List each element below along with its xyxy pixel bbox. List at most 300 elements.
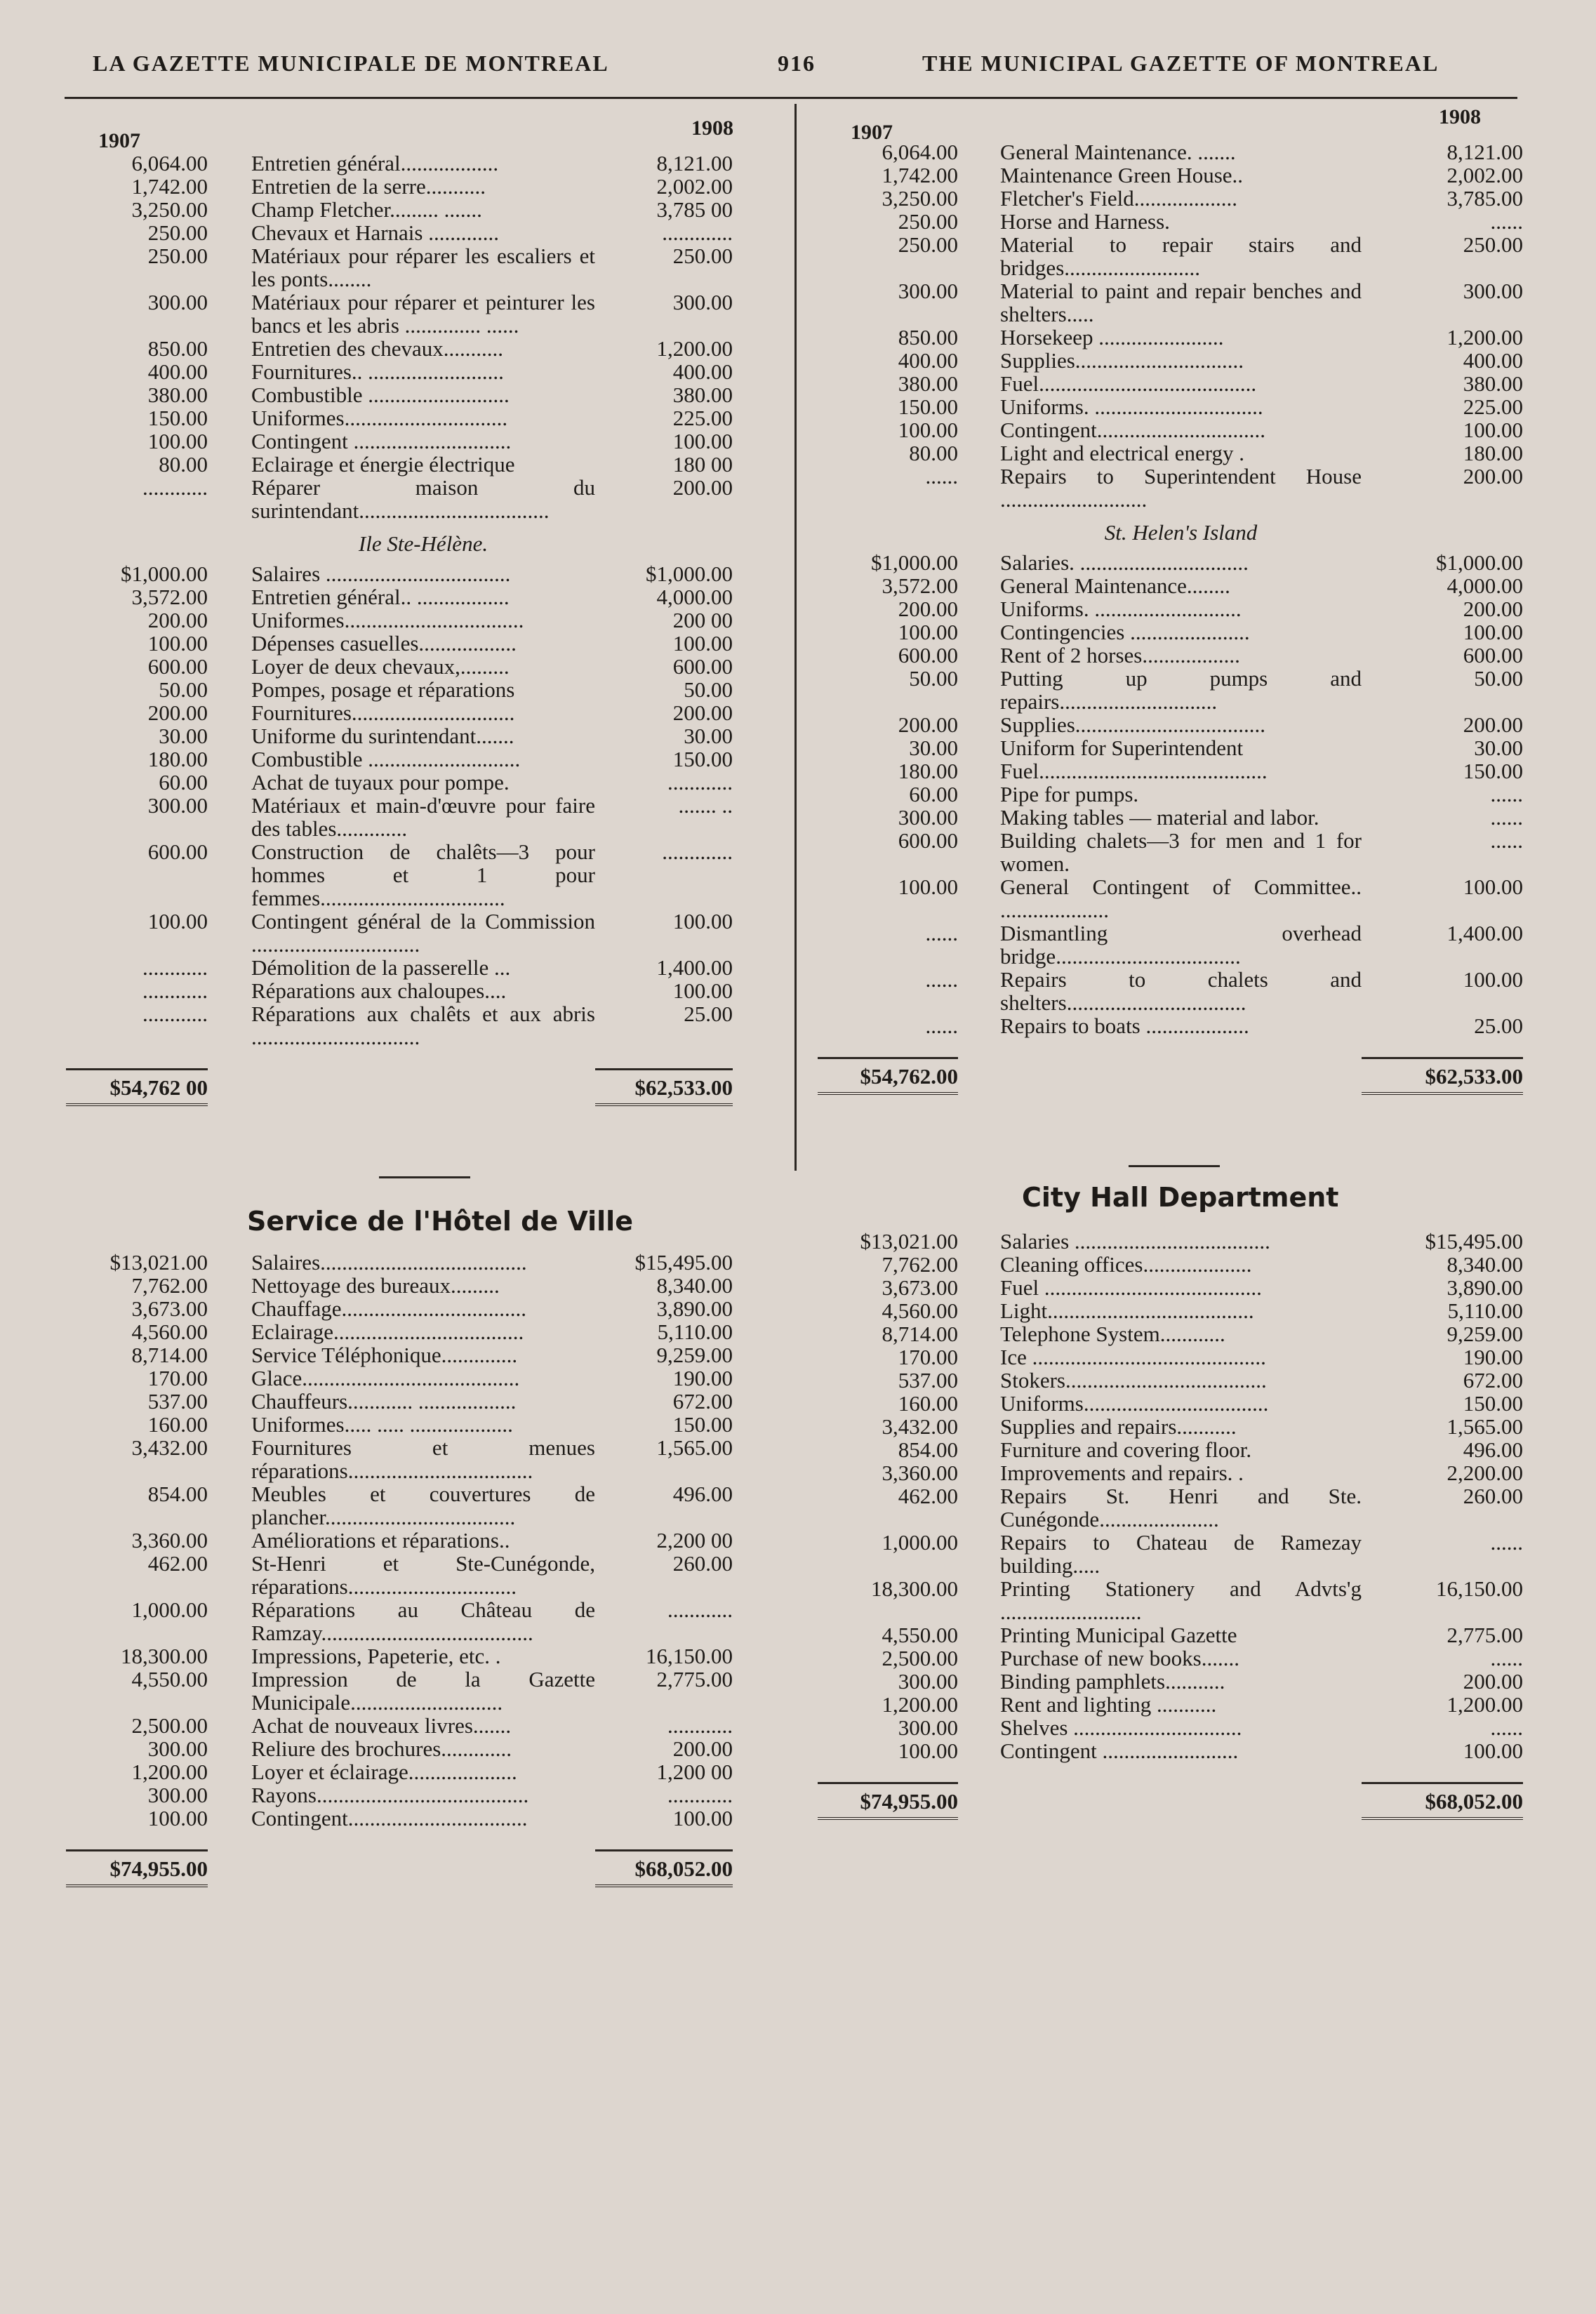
item-description: Maintenance Green House..	[1000, 163, 1244, 187]
amount-1907: 1,742.00	[131, 174, 208, 199]
cityhall-french-row	[66, 1367, 775, 1390]
item-description: Supplies...............................	[1000, 348, 1244, 373]
cityhall-english-row	[818, 1392, 1527, 1415]
english-island-row	[818, 875, 1527, 922]
item-description: Material to repair stairs and bridges.........................	[1000, 232, 1362, 280]
cityhall-english-row	[818, 1230, 1527, 1253]
cityhall-french-totals	[66, 1849, 775, 1887]
amount-1908: 150.00	[672, 1412, 733, 1437]
item-description: Cleaning offices....................	[1000, 1252, 1252, 1277]
amount-1908: $1,000.00	[1436, 550, 1523, 575]
item-description: Matériaux pour réparer et peinturer les bancs et les abris .............. ......	[251, 290, 595, 338]
amount-1908: 1,200.00	[1447, 325, 1523, 350]
french-parks-row	[66, 221, 775, 244]
french-parks-row	[66, 291, 775, 337]
item-description: Uniform for Superintendent	[1000, 736, 1244, 760]
amount-1908: 25.00	[684, 1002, 733, 1026]
amount-1908: 496.00	[1463, 1437, 1523, 1462]
french-parks-row	[66, 175, 775, 198]
amount-1907: 150.00	[147, 406, 208, 430]
amount-1907: 100.00	[898, 1738, 958, 1763]
item-description: Reliure des brochures.............	[251, 1736, 512, 1761]
amount-1908: ............	[667, 1713, 733, 1738]
item-description: Repairs to chalets and shelters.................................	[1000, 967, 1362, 1015]
french-island-row	[66, 655, 775, 678]
amount-1907: 50.00	[909, 666, 958, 691]
english-island-row	[818, 713, 1527, 736]
amount-1907: 60.00	[159, 770, 208, 794]
amount-1907: 462.00	[898, 1484, 958, 1508]
cityhall-english-row	[818, 1647, 1527, 1670]
amount-1908: 600.00	[1463, 643, 1523, 667]
cityhall-english-row	[818, 1623, 1527, 1647]
cityhall-french-row	[66, 1390, 775, 1413]
cityhall-english-column	[818, 1230, 1527, 1820]
item-description: Fletcher's Field...................	[1000, 186, 1237, 211]
cityhall-english-row	[818, 1670, 1527, 1693]
item-description: Combustible ..........................	[251, 383, 510, 407]
item-description: General Maintenance. .......	[1000, 140, 1236, 164]
amount-1908: 225.00	[1463, 394, 1523, 419]
amount-1908: 190.00	[1463, 1345, 1523, 1369]
amount-1908: 3,785.00	[1447, 186, 1523, 211]
amount-1907: 250.00	[147, 220, 208, 245]
french-island-row	[66, 910, 775, 956]
amount-1908: 400.00	[1463, 348, 1523, 373]
amount-1908: 150.00	[672, 747, 733, 771]
amount-1908: 100.00	[1463, 875, 1523, 899]
english-island-row	[818, 574, 1527, 597]
cityhall-english-row	[818, 1693, 1527, 1716]
total-1908: $62,533.00	[595, 1068, 733, 1106]
item-description: Achat de tuyaux pour pompe.	[251, 770, 510, 794]
cityhall-french-row	[66, 1320, 775, 1343]
item-description: Améliorations et réparations..	[251, 1528, 510, 1552]
cityhall-english-rows	[818, 1230, 1527, 1762]
item-description: Fuel........................................	[1000, 371, 1257, 396]
item-description: Eclairage...................................	[251, 1319, 524, 1344]
amount-1907: 30.00	[909, 736, 958, 760]
cityhall-english-row	[818, 1461, 1527, 1484]
english-island-row	[818, 667, 1527, 713]
amount-1907: ............	[142, 1002, 208, 1026]
amount-1907: ......	[925, 1013, 958, 1038]
amount-1908: $15,495.00	[1425, 1229, 1523, 1254]
amount-1907: 100.00	[147, 1806, 208, 1830]
english-parks-row	[818, 349, 1527, 372]
english-parks-row	[818, 465, 1527, 511]
amount-1907: 6,064.00	[131, 151, 208, 175]
amount-1907: 200.00	[898, 597, 958, 621]
item-description: Repairs St. Henri and Ste. Cunégonde......................	[1000, 1484, 1362, 1531]
english-island-row	[818, 551, 1527, 574]
amount-1907: 854.00	[898, 1437, 958, 1462]
cityhall-english-row	[818, 1531, 1527, 1577]
amount-1907: 8,714.00	[882, 1322, 958, 1346]
amount-1907: 850.00	[898, 325, 958, 350]
amount-1908: 4,000.00	[656, 585, 733, 609]
item-description: Impressions, Papeterie, etc. .	[251, 1644, 501, 1668]
item-description: Uniforme du surintendant.......	[251, 724, 514, 748]
amount-1908: ......	[1490, 782, 1523, 806]
amount-1907: 100.00	[147, 631, 208, 656]
cityhall-english-row	[818, 1577, 1527, 1623]
item-description: Eclairage et énergie électrique	[251, 452, 515, 477]
amount-1908: ......	[1490, 805, 1523, 830]
amount-1908: ......	[1490, 209, 1523, 234]
amount-1908: ......	[1490, 828, 1523, 853]
amount-1907: ............	[142, 475, 208, 500]
amount-1907: 8,714.00	[131, 1343, 208, 1367]
french-island-row	[66, 562, 775, 585]
amount-1908: 672.00	[672, 1389, 733, 1414]
cityhall-french-row	[66, 1297, 775, 1320]
french-island-row	[66, 701, 775, 724]
amount-1908: 2,200.00	[1447, 1461, 1523, 1485]
item-description: Salaires ..................................	[251, 561, 511, 586]
year-1908-heading-left: 1908	[691, 117, 733, 140]
cityhall-title-french: Service de l'Hôtel de Ville	[247, 1206, 633, 1237]
amount-1908: 200.00	[672, 700, 733, 725]
amount-1908: 380.00	[1463, 371, 1523, 396]
amount-1908: 496.00	[672, 1482, 733, 1506]
amount-1907: 300.00	[147, 793, 208, 818]
amount-1907: 3,360.00	[882, 1461, 958, 1485]
amount-1908: 150.00	[1463, 1391, 1523, 1416]
amount-1908: 1,565.00	[1447, 1414, 1523, 1439]
item-description: Impression de la Gazette Municipale............................	[251, 1667, 595, 1715]
amount-1908: 50.00	[684, 677, 733, 702]
amount-1908: 3,890.00	[1447, 1275, 1523, 1300]
amount-1907: 250.00	[898, 232, 958, 257]
amount-1908: 1,200.00	[656, 336, 733, 361]
item-description: Supplies and repairs...........	[1000, 1414, 1237, 1439]
amount-1908: 200.00	[1463, 1669, 1523, 1694]
english-island-row	[818, 783, 1527, 806]
french-parks-row	[66, 476, 775, 522]
amount-1908: 260.00	[672, 1551, 733, 1576]
item-description: Contingent général de la Commission ...............................	[251, 909, 595, 957]
amount-1908: 200.00	[672, 1736, 733, 1761]
amount-1907: 3,432.00	[882, 1414, 958, 1439]
item-description: Chauffeurs............ ..................	[251, 1389, 517, 1414]
item-description: Purchase of new books.......	[1000, 1646, 1239, 1670]
english-parks-row	[818, 164, 1527, 187]
amount-1907: 250.00	[147, 244, 208, 268]
item-description: Making tables — material and labor.	[1000, 805, 1319, 830]
item-description: Fournitures et menues réparations..................................	[251, 1435, 595, 1483]
amount-1908: 300.00	[1463, 279, 1523, 303]
section-separator-left	[379, 1176, 470, 1178]
amount-1907: 3,673.00	[131, 1296, 208, 1321]
cityhall-french-row	[66, 1760, 775, 1783]
amount-1907: 200.00	[147, 608, 208, 632]
item-description: Binding pamphlets...........	[1000, 1669, 1225, 1694]
item-description: Entretien de la serre...........	[251, 174, 486, 199]
cityhall-english-totals	[818, 1782, 1527, 1820]
cityhall-english-row	[818, 1322, 1527, 1345]
english-island-row	[818, 644, 1527, 667]
amount-1908: 100.00	[672, 631, 733, 656]
french-island-row	[66, 678, 775, 701]
amount-1908: 1,200.00	[1447, 1692, 1523, 1717]
english-island-row	[818, 759, 1527, 783]
item-description: General Maintenance........	[1000, 573, 1230, 598]
amount-1908: 3,890.00	[656, 1296, 733, 1321]
french-island-row	[66, 1002, 775, 1049]
item-description: Réparer maison du surintendant...................................	[251, 475, 595, 523]
cityhall-english-row	[818, 1276, 1527, 1299]
item-description: Stokers.....................................	[1000, 1368, 1267, 1392]
amount-1907: 4,560.00	[131, 1319, 208, 1344]
item-description: Fournitures..............................	[251, 700, 515, 725]
amount-1908: 260.00	[1463, 1484, 1523, 1508]
amount-1908: 30.00	[684, 724, 733, 748]
item-description: Uniformes..... ..... ...................	[251, 1412, 513, 1437]
item-description: Contingent...............................	[1000, 418, 1266, 442]
amount-1908: 600.00	[672, 654, 733, 679]
item-description: Improvements and repairs. .	[1000, 1461, 1244, 1485]
cityhall-french-row	[66, 1529, 775, 1552]
item-description: Printing Stationery and Advts'g ..........................	[1000, 1576, 1362, 1624]
french-island-row	[66, 747, 775, 771]
cityhall-french-row	[66, 1737, 775, 1760]
cityhall-english-row	[818, 1438, 1527, 1461]
amount-1907: 3,250.00	[882, 186, 958, 211]
item-description: Réparations aux chalêts et aux abris ...............................	[251, 1002, 595, 1049]
amount-1908: 2,775.00	[1447, 1623, 1523, 1647]
year-1908-heading-right: 1908	[1439, 105, 1481, 128]
amount-1907: 4,550.00	[131, 1667, 208, 1691]
item-description: Repairs to Chateau de Ramezay building.....	[1000, 1530, 1362, 1578]
item-description: Pompes, posage et réparations	[251, 677, 515, 702]
item-description: Putting up pumps and repairs.............................	[1000, 666, 1362, 714]
item-description: Réparations aux chaloupes....	[251, 978, 507, 1003]
column-divider	[794, 104, 797, 1171]
item-description: Shelves ...............................	[1000, 1715, 1242, 1740]
item-description: Dépenses casuelles..................	[251, 631, 517, 656]
item-description: Salaires......................................	[251, 1250, 527, 1275]
english-parks-row	[818, 372, 1527, 395]
item-description: Light......................................	[1000, 1298, 1254, 1323]
english-parks-row	[818, 395, 1527, 418]
amount-1907: ............	[142, 955, 208, 980]
item-description: Rayons.......................................	[251, 1783, 529, 1807]
item-description: Glace........................................	[251, 1366, 520, 1390]
item-description: Uniforms..................................	[1000, 1391, 1269, 1416]
item-description: Achat de nouveaux livres.......	[251, 1713, 512, 1738]
english-island-row	[818, 736, 1527, 759]
cityhall-english-row	[818, 1484, 1527, 1531]
amount-1908: 300.00	[672, 290, 733, 314]
french-island-row	[66, 609, 775, 632]
amount-1908: 225.00	[672, 406, 733, 430]
french-parks-column	[66, 152, 775, 1106]
english-parks-rows	[818, 140, 1527, 511]
amount-1908: 150.00	[1463, 759, 1523, 783]
amount-1907: 100.00	[898, 620, 958, 644]
cityhall-french-row	[66, 1343, 775, 1367]
french-island-row	[66, 840, 775, 910]
french-parks-row	[66, 406, 775, 430]
item-description: Construction de chalêts—3 pour hommes et 1 pour femmes..................................	[251, 839, 595, 910]
amount-1907: 300.00	[898, 805, 958, 830]
amount-1907: 300.00	[898, 1669, 958, 1694]
amount-1908: 1,200 00	[656, 1760, 733, 1784]
amount-1908: 9,259.00	[1447, 1322, 1523, 1346]
section-separator-right	[1129, 1165, 1220, 1167]
amount-1907: 4,550.00	[882, 1623, 958, 1647]
amount-1908: 8,121.00	[1447, 140, 1523, 164]
amount-1907: 1,000.00	[882, 1530, 958, 1555]
amount-1908: 100.00	[1463, 418, 1523, 442]
item-description: Printing Municipal Gazette	[1000, 1623, 1237, 1647]
total-1907: $54,762 00	[66, 1068, 208, 1106]
english-parks-row	[818, 210, 1527, 233]
amount-1907: 2,500.00	[882, 1646, 958, 1670]
amount-1907: 300.00	[147, 1783, 208, 1807]
item-description: Combustible ............................	[251, 747, 521, 771]
amount-1907: $13,021.00	[109, 1250, 208, 1275]
amount-1907: 380.00	[898, 371, 958, 396]
amount-1907: 300.00	[898, 279, 958, 303]
amount-1908: 200.00	[1463, 464, 1523, 488]
amount-1907: 1,000.00	[131, 1597, 208, 1622]
amount-1907: ............	[142, 978, 208, 1003]
item-description: Entretien général.. .................	[251, 585, 510, 609]
header-rule	[65, 97, 1517, 99]
island-subtitle-english: St. Helen's Island	[1104, 520, 1258, 545]
item-description: Salaries. ...............................	[1000, 550, 1249, 575]
cityhall-french-column	[66, 1251, 775, 1887]
item-description: Contingencies ......................	[1000, 620, 1250, 644]
amount-1907: 18,300.00	[121, 1644, 208, 1668]
amount-1907: 300.00	[147, 290, 208, 314]
amount-1907: $13,021.00	[860, 1229, 958, 1254]
total-1908: $68,052.00	[595, 1849, 733, 1887]
amount-1907: 1,742.00	[882, 163, 958, 187]
total-1907: $74,955.00	[818, 1782, 958, 1820]
cityhall-title-english: City Hall Department	[1022, 1182, 1339, 1213]
amount-1907: 170.00	[147, 1366, 208, 1390]
amount-1908: 5,110.00	[657, 1319, 733, 1344]
item-description: Rent of 2 horses..................	[1000, 643, 1240, 667]
item-description: Chevaux et Harnais .............	[251, 220, 499, 245]
amount-1907: 100.00	[147, 429, 208, 453]
amount-1907: 250.00	[898, 209, 958, 234]
cityhall-french-row	[66, 1783, 775, 1807]
item-description: Horsekeep .......................	[1000, 325, 1224, 350]
amount-1907: 600.00	[898, 643, 958, 667]
item-description: Rent and lighting ...........	[1000, 1692, 1217, 1717]
amount-1908: ......	[1490, 1530, 1523, 1555]
amount-1907: 3,572.00	[131, 585, 208, 609]
amount-1908: 100.00	[672, 978, 733, 1003]
amount-1907: 160.00	[147, 1412, 208, 1437]
amount-1908: 1,400.00	[656, 955, 733, 980]
item-description: Furniture and covering floor.	[1000, 1437, 1252, 1462]
english-parks-row	[818, 233, 1527, 279]
english-parks-row	[818, 187, 1527, 210]
amount-1907: 80.00	[159, 452, 208, 477]
amount-1908: 200.00	[672, 475, 733, 500]
item-description: Uniforms. ...............................	[1000, 394, 1263, 419]
amount-1908: 2,002.00	[656, 174, 733, 199]
french-island-row	[66, 794, 775, 840]
amount-1908: 4,000.00	[1447, 573, 1523, 598]
cityhall-english-row	[818, 1415, 1527, 1438]
cityhall-french-rows	[66, 1251, 775, 1830]
amount-1908: ......	[1490, 1715, 1523, 1740]
amount-1907: ......	[925, 967, 958, 992]
amount-1907: ......	[925, 464, 958, 488]
item-description: Fournitures.. .........................	[251, 359, 504, 384]
cityhall-french-row	[66, 1668, 775, 1714]
french-island-row	[66, 956, 775, 979]
item-description: Entretien général..................	[251, 151, 499, 175]
cityhall-english-row	[818, 1253, 1527, 1276]
amount-1907: $1,000.00	[121, 561, 208, 586]
cityhall-english-row	[818, 1369, 1527, 1392]
amount-1907: 1,200.00	[131, 1760, 208, 1784]
amount-1907: 2,500.00	[131, 1713, 208, 1738]
item-description: Service Téléphonique..............	[251, 1343, 518, 1367]
english-island-rows	[818, 551, 1527, 1037]
amount-1908: 100.00	[1463, 1738, 1523, 1763]
cityhall-french-row	[66, 1274, 775, 1297]
item-description: Fuel ........................................	[1000, 1275, 1262, 1300]
amount-1907: 200.00	[898, 712, 958, 737]
amount-1908: 16,150.00	[646, 1644, 733, 1668]
amount-1907: 160.00	[898, 1391, 958, 1416]
item-description: Pipe for pumps.	[1000, 782, 1139, 806]
cityhall-english-row	[818, 1299, 1527, 1322]
amount-1908: 30.00	[1474, 736, 1523, 760]
amount-1907: 380.00	[147, 383, 208, 407]
english-island-row	[818, 806, 1527, 829]
amount-1908: ......	[1490, 1646, 1523, 1670]
amount-1908: 100.00	[672, 429, 733, 453]
amount-1908: 100.00	[672, 1806, 733, 1830]
gazette-title-english: THE MUNICIPAL GAZETTE OF MONTREAL	[922, 51, 1439, 76]
french-parks-totals	[66, 1068, 775, 1106]
amount-1908: 8,121.00	[656, 151, 733, 175]
amount-1907: 100.00	[147, 909, 208, 933]
french-parks-rows	[66, 152, 775, 522]
amount-1908: 100.00	[1463, 967, 1523, 992]
amount-1907: 18,300.00	[871, 1576, 958, 1601]
cityhall-french-row	[66, 1552, 775, 1598]
cityhall-english-row	[818, 1345, 1527, 1369]
amount-1908: 50.00	[1474, 666, 1523, 691]
amount-1908: 8,340.00	[656, 1273, 733, 1298]
amount-1908: 2,002.00	[1447, 163, 1523, 187]
amount-1907: 170.00	[898, 1345, 958, 1369]
french-island-row	[66, 979, 775, 1002]
page-number: 916	[778, 51, 816, 76]
english-parks-row	[818, 279, 1527, 326]
french-parks-row	[66, 360, 775, 383]
amount-1907: 3,432.00	[131, 1435, 208, 1460]
amount-1907: 300.00	[147, 1736, 208, 1761]
amount-1907: 3,673.00	[882, 1275, 958, 1300]
amount-1908: $15,495.00	[634, 1250, 733, 1275]
amount-1907: 7,762.00	[131, 1273, 208, 1298]
item-description: Contingent .........................	[1000, 1738, 1239, 1763]
item-description: Chauffage..................................	[251, 1296, 527, 1321]
amount-1907: 7,762.00	[882, 1252, 958, 1277]
item-description: Champ Fletcher......... .......	[251, 197, 482, 222]
